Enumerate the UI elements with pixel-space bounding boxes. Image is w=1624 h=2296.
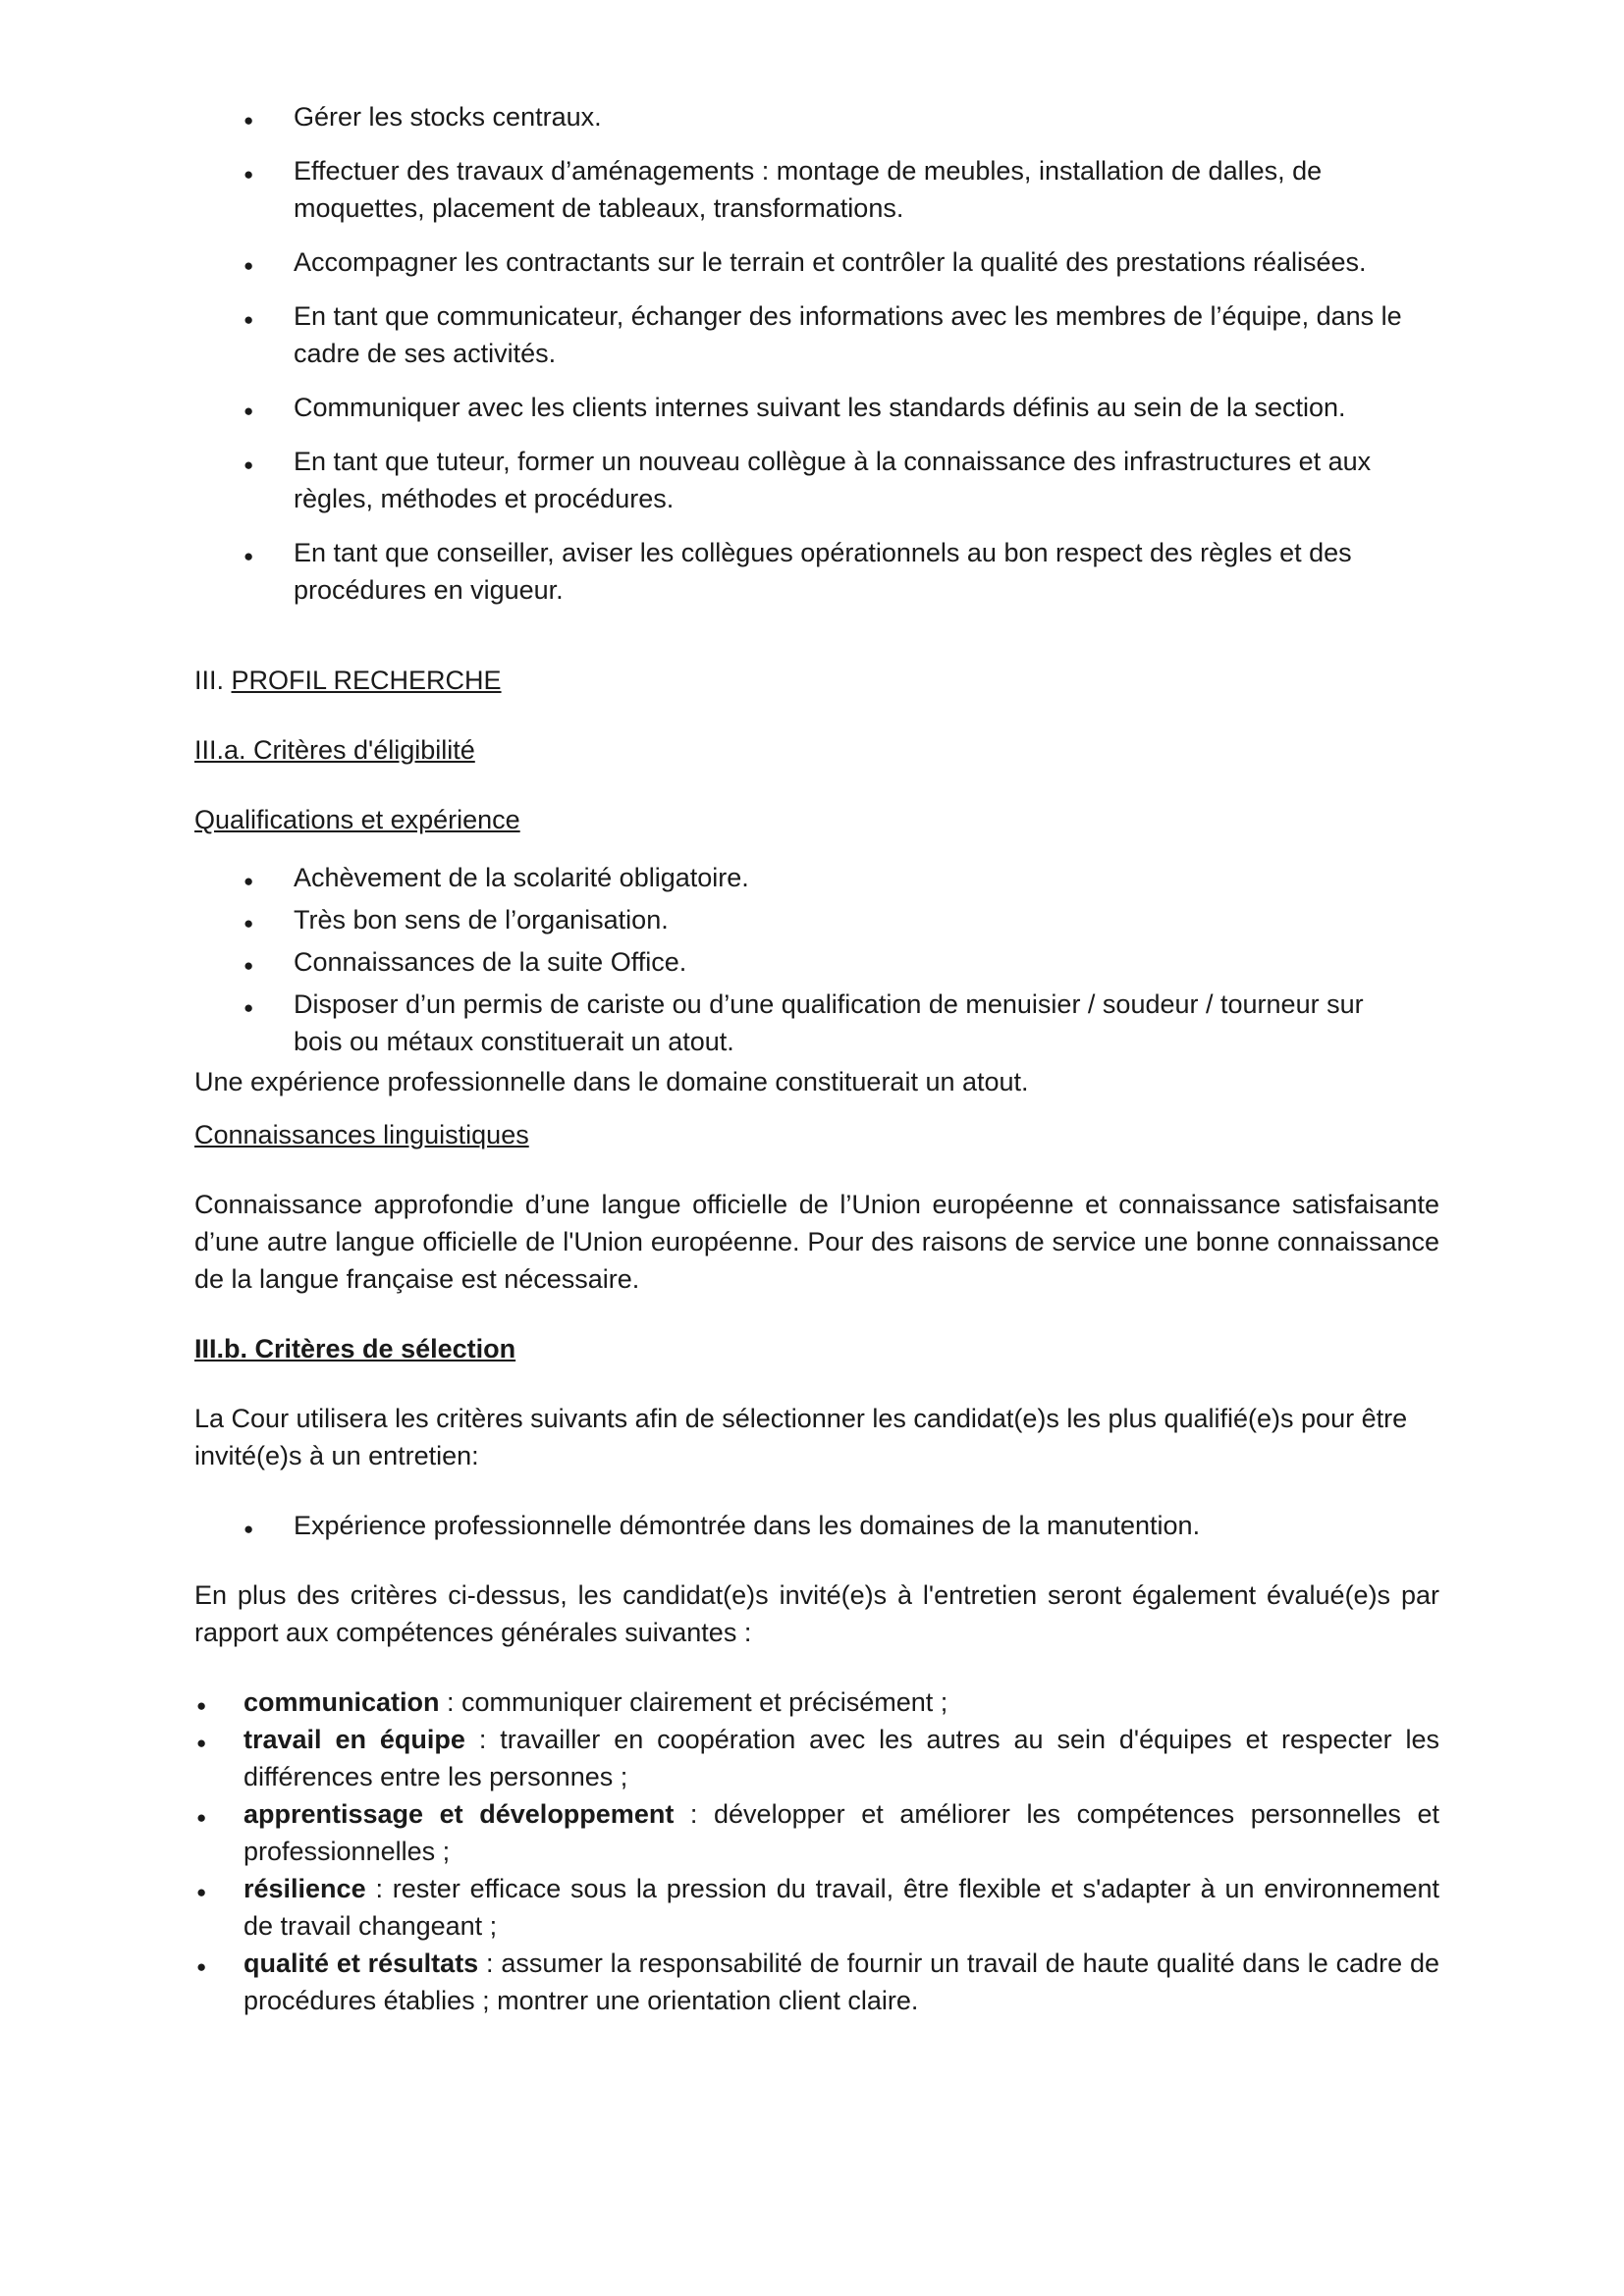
list-item: ● Expérience professionnelle démontrée dans les domaines de la manutention. [194, 1507, 1439, 1544]
list-item: ● communication : communiquer clairement et précisément ; [194, 1683, 1439, 1721]
bullet-icon [196, 1795, 206, 1837]
languages-heading: Connaissances linguistiques [194, 1120, 529, 1149]
bullet-icon [244, 534, 253, 575]
list-item: ● En tant que tuteur, former un nouveau collègue à la connaissance des infrastructures et aux règles, méthodes et procédures. [194, 443, 1439, 517]
experience-note: Une expérience professionnelle dans le domaine constituerait un atout. [194, 1067, 1029, 1096]
bullet-icon [196, 1870, 206, 1911]
list-item: ● résilience : rester efficace sous la pression du travail, être flexible et s'adapter à un environnement de travail changeant ; [194, 1870, 1439, 1945]
list-item: ● Accompagner les contractants sur le terrain et contrôler la qualité des prestations réalisées. [194, 243, 1439, 281]
list-item: ● En tant que conseiller, aviser les collègues opérationnels au bon respect des règles et des procédures en vigueur. [194, 534, 1439, 609]
list-item: ● Très bon sens de l’organisation. [194, 901, 1439, 938]
bullet-icon [244, 901, 253, 942]
languages-text: Connaissance approfondie d’une langue officielle de l’Union européenne et connaissance satisfaisante d’une autre langue officielle de l'Union européenne. Pour des raisons de service une bonne connaissance de la langue française est nécessaire. [194, 1190, 1439, 1294]
list-item: ● apprentissage et développement : développer et améliorer les compétences personnelles et professionnelles ; [194, 1795, 1439, 1870]
list-item: ● qualité et résultats : assumer la responsabilité de fournir un travail de haute qualité dans le cadre de procédures établies ; montrer une orientation client claire. [194, 1945, 1439, 2019]
bullet-icon [196, 1721, 206, 1762]
bullet-icon [244, 243, 253, 285]
duties-list [194, 98, 1439, 609]
bullet-icon [244, 1507, 253, 1548]
bullet-icon [244, 943, 253, 985]
list-item: ● En tant que communicateur, échanger des informations avec les membres de l’équipe, dans le cadre de ses activités. [194, 297, 1439, 372]
bullet-icon [196, 1945, 206, 1986]
subsection-heading: III.b. Critères de sélection [194, 1334, 516, 1363]
bullet-icon [244, 859, 253, 900]
list-item: ● Disposer d’un permis de cariste ou d’une qualification de menuisier / soudeur / tourneur sur bois ou métaux constituerait un atout. [194, 986, 1439, 1060]
list-item: ● Connaissances de la suite Office. [194, 943, 1439, 981]
qualifications-list [194, 859, 1439, 1060]
selection-intro: La Cour utilisera les critères suivants afin de sélectionner les candidat(e)s les plus qualifié(e)s pour être invité(e)s à un entretien: [194, 1404, 1408, 1470]
list-item: ● travail en équipe : travailler en coopération avec les autres au sein d'équipes et respecter les différences entre les personnes ; [194, 1721, 1439, 1795]
bullet-icon [196, 1683, 206, 1725]
list-item: ● Communiquer avec les clients internes suivant les standards définis au sein de la section. [194, 389, 1439, 426]
list-item: ● Gérer les stocks centraux. [194, 98, 1439, 135]
bullet-icon [244, 98, 253, 139]
list-item: ● Achèvement de la scolarité obligatoire. [194, 859, 1439, 896]
document-content [194, 98, 1439, 2019]
criteria-list [194, 1507, 1439, 1544]
list-item: ● Effectuer des travaux d’aménagements : montage de meubles, installation de dalles, de moquettes, placement de tableaux, transformations. [194, 152, 1439, 227]
subsection-heading: III.a. Critères d'éligibilité [194, 735, 475, 765]
section-heading: III. PROFIL RECHERCHE [194, 666, 502, 695]
bullet-icon [244, 389, 253, 430]
qualifications-heading: Qualifications et expérience [194, 805, 520, 834]
bullet-icon [244, 986, 253, 1027]
bullet-icon [244, 297, 253, 339]
competencies-intro: En plus des critères ci-dessus, les candidat(e)s invité(e)s à l'entretien seront également évalué(e)s par rapport aux compétences générales suivantes : [194, 1580, 1439, 1647]
competencies-list [194, 1683, 1439, 2019]
bullet-icon [244, 443, 253, 484]
bullet-icon [244, 152, 253, 193]
